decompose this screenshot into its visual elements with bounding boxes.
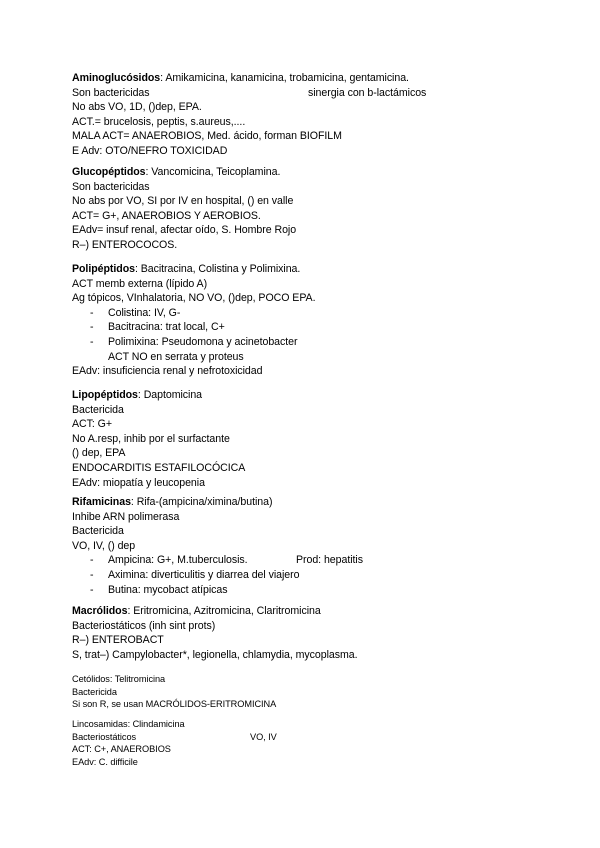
text-line: EAdv= insuf renal, afectar oído, S. Hombre Rojo: [72, 224, 297, 237]
text-span-right: VO, IV: [250, 731, 277, 742]
text-line: EAdv: C. difficile: [72, 756, 138, 767]
text-line: () dep, EPA: [72, 447, 126, 460]
text-line: ACT: G+: [72, 418, 112, 431]
section-heading: [72, 165, 572, 180]
section-title: Glucopéptidos: [72, 166, 146, 178]
section-title: Rifamicinas: [72, 496, 131, 508]
text-line: ACT: C+, ANAEROBIOS: [72, 744, 171, 755]
text-line: MALA ACT= ANAEROBIOS, Med. ácido, forman BIOFILM: [72, 130, 342, 143]
section-heading: [72, 604, 572, 619]
section-subtitle: : Rifa-(ampicina/ximina/butina): [130, 496, 273, 508]
section-title: Aminoglucósidos: [72, 72, 161, 84]
section-glucopeptidos: [72, 165, 572, 253]
bullet-continuation: ACT NO en serrata y proteus: [108, 350, 244, 363]
text-line: No abs por VO, SI por IV en hospital, () en valle: [72, 195, 294, 208]
section-heading: [72, 71, 572, 86]
bullet-item: [72, 553, 572, 568]
text-line: E Adv: OTO/NEFRO TOXICIDAD: [72, 144, 228, 157]
bullet-item: [72, 306, 572, 321]
text-line: Bacteriostáticos (inh sint prots): [72, 619, 216, 632]
section-cetolidos: [72, 673, 572, 711]
bullet-text: Ampicina: G+, M.tuberculosis.: [108, 554, 248, 567]
text-line: Son bactericidas: [72, 180, 150, 193]
text-line: [72, 86, 572, 101]
text-line: Bactericida: [72, 686, 117, 697]
bullet-text: Butina: mycobact atípicas: [108, 583, 228, 596]
bullet-dash: -: [90, 554, 94, 567]
bullet-text: Bacitracina: trat local, C+: [108, 321, 225, 334]
bullet-dash: -: [90, 583, 94, 596]
text-line: Si son R, se usan MACRÓLIDOS-ERITROMICINA: [72, 699, 277, 710]
text-line: Lincosamidas: Clindamicina: [72, 719, 185, 729]
text-line: S, trat–) Campylobacter*, legionella, chlamydia, mycoplasma.: [72, 648, 358, 661]
section-subtitle: : Eritromicina, Azitromicina, Claritromicina: [127, 605, 321, 617]
section-lincosamidas: [72, 718, 572, 768]
text-line: [72, 731, 572, 744]
text-line: Inhibe ARN polimerasa: [72, 510, 180, 523]
text-line: No abs VO, 1D, ()dep, EPA.: [72, 101, 202, 114]
section-aminoglucosidos: [72, 71, 572, 159]
text-line: Bactericida: [72, 525, 124, 538]
text-line: ACT= G+, ANAEROBIOS Y AEROBIOS.: [72, 209, 261, 222]
section-macrolidos: [72, 604, 572, 662]
bullet-text: Polimixina: Pseudomona y acinetobacter: [108, 335, 298, 348]
bullet-item: [72, 568, 572, 583]
section-heading: [72, 495, 572, 510]
text-line: No A.resp, inhib por el surfactante: [72, 432, 230, 445]
section-polipeptidos: [72, 262, 572, 379]
text-line: EAdv: insuficiencia renal y nefrotoxicidad: [72, 365, 263, 378]
section-subtitle: : Bacitracina, Colistina y Polimixina.: [134, 263, 301, 275]
text-line: VO, IV, () dep: [72, 539, 136, 552]
bullet-dash: -: [90, 321, 94, 334]
section-rifamicinas: [72, 495, 572, 597]
text-line: Cetólidos: Telitromicina: [72, 674, 166, 684]
bullet-text-right: Prod: hepatitis: [296, 554, 363, 567]
bullet-item: [72, 583, 572, 598]
bullet-item: [72, 320, 572, 335]
section-subtitle: : Vancomicina, Teicoplamina.: [145, 166, 281, 178]
bullet-dash: -: [90, 306, 94, 319]
section-subtitle: : Amikamicina, kanamicina, trobamicina, gentamicina.: [160, 72, 409, 84]
text-span: Bacteriostáticos: [72, 731, 137, 742]
bullet-item: [72, 335, 572, 350]
section-subtitle: : Daptomicina: [137, 389, 203, 401]
text-line: R–) ENTEROCOCOS.: [72, 238, 178, 251]
text-line: R–) ENTEROBACT: [72, 634, 164, 647]
section-heading: [72, 388, 572, 403]
section-heading: [72, 262, 572, 277]
bullet-text: Aximina: diverticulitis y diarrea del viajero: [108, 568, 300, 581]
section-title: Lipopéptidos: [72, 389, 138, 401]
text-line: ACT.= brucelosis, peptis, s.aureus,....: [72, 115, 246, 128]
text-line: ACT memb externa (lípido A): [72, 277, 208, 290]
text-span: Son bactericidas: [72, 86, 150, 99]
text-line: EAdv: miopatía y leucopenia: [72, 476, 205, 489]
section-title: Polipéptidos: [72, 263, 135, 275]
bullet-dash: -: [90, 568, 94, 581]
section-title: Macrólidos: [72, 605, 128, 617]
section-lipopeptidos: [72, 388, 572, 490]
text-line: ENDOCARDITIS ESTAFILOCÓCICA: [72, 461, 246, 474]
text-line: Ag tópicos, VInhalatoria, NO VO, ()dep, POCO EPA.: [72, 292, 316, 305]
text-span-right: sinergia con b-lactámicos: [308, 86, 427, 99]
bullet-text: Colistina: IV, G-: [108, 306, 181, 319]
bullet-dash: -: [90, 335, 94, 348]
text-line: Bactericida: [72, 403, 124, 416]
